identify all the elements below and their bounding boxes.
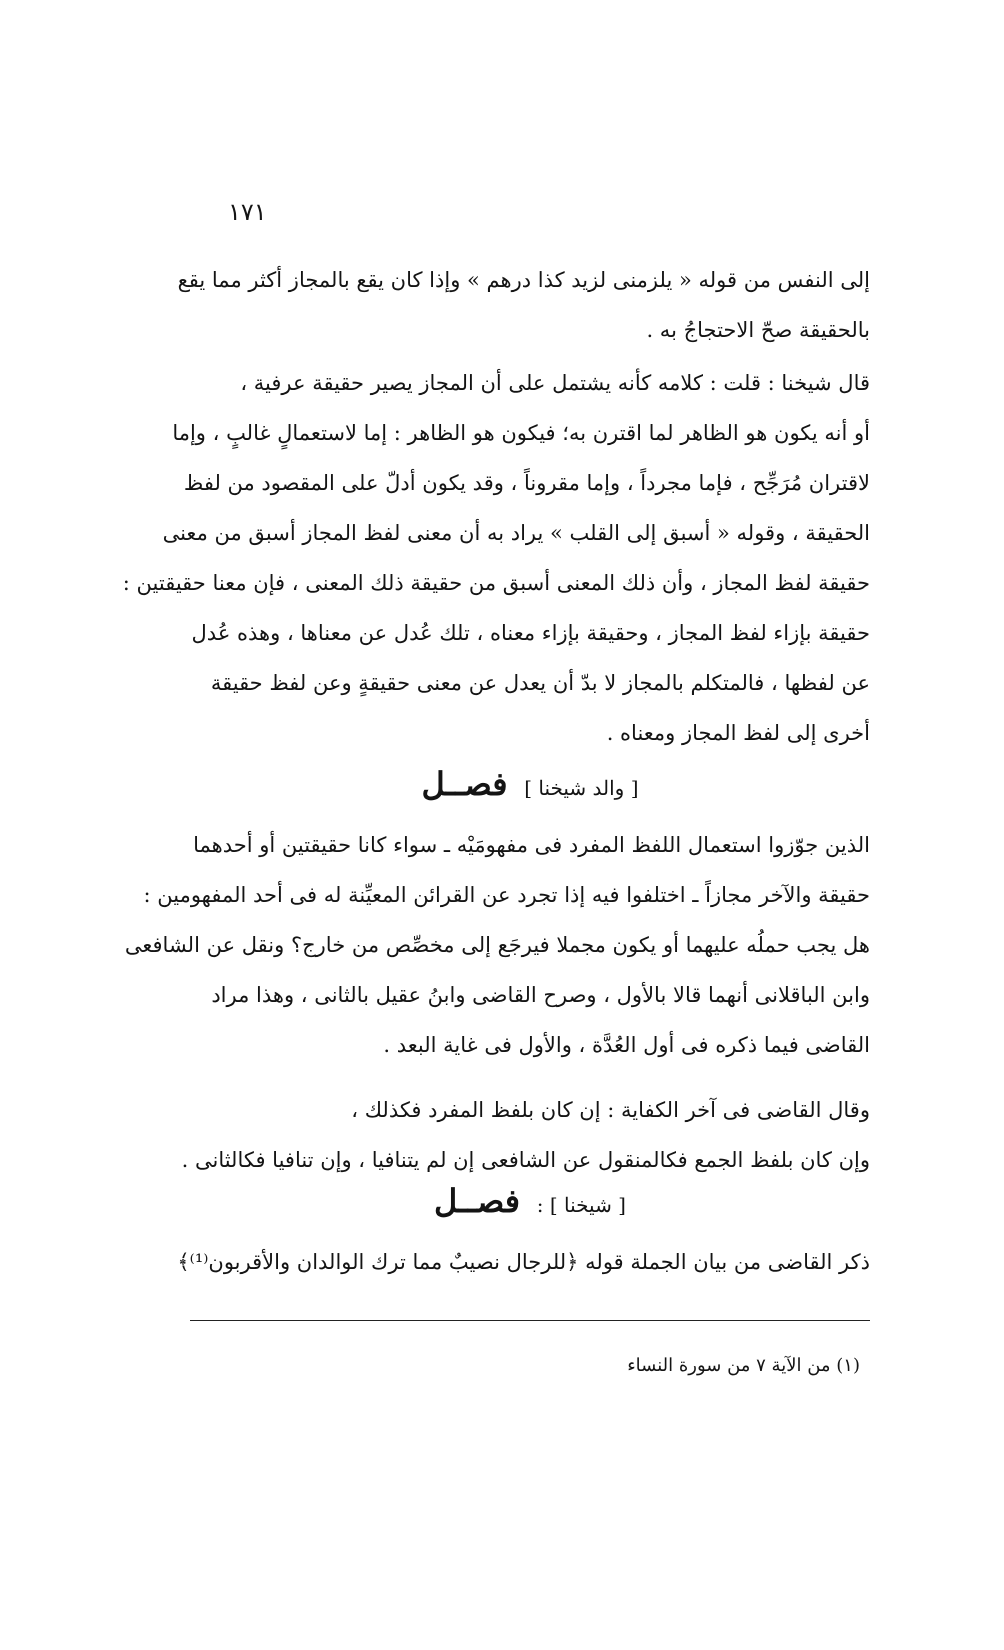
text-line: وقال القاضى فى آخر الكفاية : إن كان بلفظ المفرد فكذلك ،	[351, 1098, 870, 1122]
text-line: القاضى فيما ذكره فى أول العُدَّة ، والأول فى غاية البعد .	[383, 1033, 870, 1057]
text-line: قال شيخنا : قلت : كلامه كأنه يشتمل على أن المجاز يصير حقيقة عرفية ،	[240, 371, 870, 395]
footnote-divider	[190, 1320, 870, 1321]
text-line: حقيقة والآخر مجازاً ـ اختلفوا فيه إذا تجرد عن القرائن المعيِّنة له فى أحد المفهومين :	[143, 883, 870, 907]
text-line: الذين جوّزوا استعمال اللفظ المفرد فى مفهومَيْه ـ سواء كانا حقيقتين أو أحدهما	[193, 833, 870, 857]
heading-title: فصــل	[421, 765, 508, 803]
heading-title: فصــل	[434, 1182, 521, 1220]
text-line: ذكر القاضى من بيان الجملة قوله ﴿للرجال نصيبٌ مما ترك الوالدان والأقربون⁽¹⁾﴾	[177, 1250, 870, 1274]
text-line: أو أنه يكون هو الظاهر لما اقترن به؛ فيكون هو الظاهر : إما لاستعمالٍ غالبٍ ، وإما	[172, 421, 870, 445]
paragraph-3	[124, 820, 870, 1070]
heading-note: [ شيخنا ] :	[536, 1193, 626, 1217]
text-line: حقيقة لفظ المجاز ، وأن ذلك المعنى أسبق من حقيقة ذلك المعنى ، فإن معنا حقيقتين :	[122, 571, 870, 595]
section-heading-1	[190, 765, 870, 803]
text-line: وإن كان بلفظ الجمع فكالمنقول عن الشافعى إن لم يتنافيا ، وإن تنافيا فكالثانى .	[181, 1148, 870, 1172]
footnote: (١) من الآية ٧ من سورة النساء	[627, 1355, 860, 1376]
paragraph-5	[177, 1237, 870, 1287]
text-line: عن لفظها ، فالمتكلم بالمجاز لا بدّ أن يعدل عن معنى حقيقةٍ وعن لفظ حقيقة	[210, 671, 870, 695]
paragraph-1	[177, 255, 870, 355]
text-line: لاقتران مُرَجِّح ، فإما مجرداً ، وإما مقروناً ، وقد يكون أدلّ على المقصود من لفظ	[183, 471, 870, 495]
paragraph-2	[122, 358, 870, 758]
heading-note: [ والد شيخنا ]	[524, 776, 639, 800]
paragraph-4	[181, 1085, 870, 1185]
text-line: إلى النفس من قوله « يلزمنى لزيد كذا درهم » وإذا كان يقع بالمجاز أكثر مما يقع	[177, 268, 870, 292]
text-line: أخرى إلى لفظ المجاز ومعناه .	[606, 721, 870, 745]
text-line: هل يجب حملُه عليهما أو يكون مجملا فيرجَع إلى مخصِّص من خارج؟ ونقل عن الشافعى	[124, 933, 870, 957]
text-line: بالحقيقة صحّ الاحتجاجُ به .	[646, 318, 870, 342]
page-number: ١٧١	[228, 198, 267, 226]
section-heading-2	[190, 1182, 870, 1220]
text-line: الحقيقة ، وقوله « أسبق إلى القلب » يراد به أن معنى لفظ المجاز أسبق من معنى	[162, 521, 870, 545]
text-line: وابن الباقلانى أنهما قالا بالأول ، وصرح القاضى وابنُ عقيل بالثانى ، وهذا مراد	[211, 983, 870, 1007]
text-line: حقيقة بإزاء لفظ المجاز ، وحقيقة بإزاء معناه ، تلك عُدل عن معناها ، وهذه عُدل	[191, 621, 870, 645]
